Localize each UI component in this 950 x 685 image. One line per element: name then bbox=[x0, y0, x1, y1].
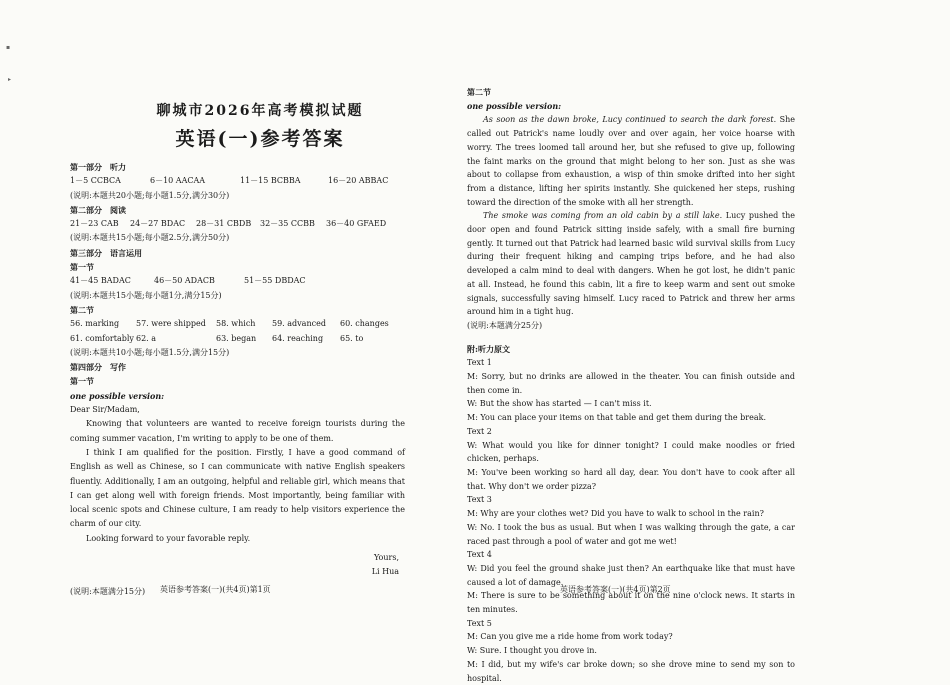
answer-group: 36－40 GFAED bbox=[326, 219, 387, 229]
story-paragraph bbox=[467, 209, 795, 319]
transcript-line: M: You've been working so hard all day, dear. You don't have to cook after all that. Why don't we order pizza? bbox=[467, 467, 795, 491]
story-lead-sentence: The smoke was coming from an old cabin by a still lake. bbox=[483, 211, 723, 221]
answer-group: 32－35 CCBB bbox=[260, 219, 315, 229]
answer-item: 58. which bbox=[216, 319, 256, 329]
transcript-line: W: Did you feel the ground shake just then? An earthquake like that must have caused a lot of damage. bbox=[467, 563, 795, 587]
answer-item: 56. marking bbox=[70, 319, 120, 329]
letter-paragraph: Looking forward to your favorable reply. bbox=[86, 533, 251, 543]
story-body: Lucy pushed the door open and found Patrick sitting inside safely, with a small fire burning gently. It turned out that Patrick had learned basic wild survival skills from Lucy during their frequent hiking and camping trips before, and he had also developed a calm mind to deal with dangers. When he got lost, he didn't panic at all. Instead, he found this cabin, lit a fire to keep warm and sent out smoke signals, successfully saving himself. Lucy raced to Patrick and threw her arms around him in a tight hug. bbox=[467, 211, 795, 317]
right-page bbox=[467, 0, 950, 683]
answer-group: 28－31 CBDB bbox=[196, 219, 252, 229]
part2-answers bbox=[70, 217, 405, 231]
answer-group: 51－55 DBDAC bbox=[244, 276, 306, 286]
answer-group: 1－5 CCBCA bbox=[70, 176, 121, 186]
part3-sec2-row2 bbox=[70, 332, 405, 346]
scan-mark: ▪ bbox=[6, 44, 11, 51]
answer-group: 6－10 AACAA bbox=[150, 176, 206, 186]
part1-heading: 第一部分 听力 bbox=[70, 162, 126, 172]
answer-item: 57. were shipped bbox=[136, 319, 206, 329]
answer-key-title: 英语(一)参考答案 bbox=[175, 128, 345, 150]
transcript-line: W: No. I took the bus as usual. But when I was walking through the gate, a car raced past through a pool of water and got me wet! bbox=[467, 522, 795, 546]
transcript-line: Text 2 bbox=[467, 426, 492, 436]
story-lead-sentence: As soon as the dawn broke, Lucy continued to search the dark forest. bbox=[483, 115, 777, 125]
transcript-line: Text 3 bbox=[467, 495, 492, 505]
left-page bbox=[0, 0, 475, 672]
part3-sec1-heading: 第一节 bbox=[70, 262, 94, 273]
transcript bbox=[467, 356, 795, 685]
answer-group: 21－23 CAB bbox=[70, 219, 119, 229]
answer-group: 46－50 ADACB bbox=[154, 276, 215, 286]
transcript-heading: 附:听力原文 bbox=[467, 343, 510, 354]
part1-answers bbox=[70, 174, 405, 188]
transcript-line: Text 5 bbox=[467, 618, 492, 628]
transcript-line: W: What would you like for dinner tonight? I could make noodles or fried chicken, perhaps. bbox=[467, 440, 795, 464]
letter-paragraph: I think I am qualified for the position. Firstly, I have a good command of English as well as Chinese, so I can communicate with native English speakers fluently. Additionally, I am an outgoing, helpful and reliable girl, which means that I can get along well with foreign friends. Most importantly, being familiar with local scenic spots and Chinese culture, I am ready to help visitors experience the charm of our city. bbox=[70, 447, 405, 529]
story-paragraph bbox=[467, 113, 795, 209]
left-content bbox=[70, 160, 405, 599]
answer-item: 59. advanced bbox=[272, 319, 326, 329]
answer-item: 64. reaching bbox=[272, 333, 324, 343]
letter-closing: Yours, bbox=[373, 553, 399, 563]
part4-note: (说明:本题满分15分) bbox=[70, 586, 146, 596]
transcript-line: M: There is sure to be something about it on the nine o'clock news. It starts in ten minutes. bbox=[467, 591, 795, 615]
transcript-line: M: Why are your clothes wet? Did you have to walk to school in the rain? bbox=[467, 509, 764, 519]
transcript-line: M: I did, but my wife's car broke down; so she drove mine to send my son to hospital. bbox=[467, 659, 795, 683]
part3-sec1-note: (说明:本题共15小题;每小题1分,满分15分) bbox=[70, 290, 222, 300]
part3-sec2-note: (说明:本题共10小题;每小题1.5分,满分15分) bbox=[70, 347, 230, 357]
story-body: She called out Patrick's name loudly over and over again, her voice hoarse with worry. The trees loomed tall around her, but she refused to give up, following the faint marks on the ground that might belong to her son. Just as she was about to collapse from exhaustion, a wisp of thin smoke drifted into her sight from a distance, lifting her spirits instantly. She quickened her steps, rushing toward the direction of the smoke with all her strength. bbox=[467, 115, 795, 207]
transcript-line: Text 4 bbox=[467, 550, 492, 560]
answer-group: 41－45 BADAC bbox=[70, 276, 131, 286]
part3-sec2-heading: 第二节 bbox=[70, 304, 94, 315]
part3-heading: 第三部分 语言运用 bbox=[70, 247, 142, 258]
page-footer: 英语参考答案(一)(共4页)第2页 bbox=[560, 585, 671, 594]
answer-group: 24－27 BDAC bbox=[130, 219, 186, 229]
transcript-line: Text 1 bbox=[467, 358, 492, 368]
sec2-note: (说明:本题满分25分) bbox=[467, 320, 543, 330]
answer-group: 16－20 ABBAC bbox=[328, 176, 389, 186]
sample-version-label: one possible version: bbox=[70, 390, 165, 401]
sample-version-label: one possible version: bbox=[467, 100, 562, 111]
transcript-line: M: Can you give me a ride home from work today? bbox=[467, 632, 673, 642]
page-footer: 英语参考答案(一)(共4页)第1页 bbox=[160, 585, 271, 594]
transcript-line: W: But the show has started — I can't miss it. bbox=[467, 399, 652, 409]
letter-paragraph: Knowing that volunteers are wanted to receive foreign tourists during the coming summer vacation, I'm writing to apply to be one of them. bbox=[70, 419, 405, 443]
part1-note: (说明:本题共20小题;每小题1.5分,满分30分) bbox=[70, 190, 230, 200]
part3-sec2-row1 bbox=[70, 317, 405, 331]
transcript-line: M: You can place your items on that table and get them during the break. bbox=[467, 413, 767, 423]
answer-item: 61. comfortably bbox=[70, 333, 134, 343]
answer-item: 60. changes bbox=[340, 319, 389, 329]
answer-group: 11－15 BCBBA bbox=[240, 176, 301, 186]
part2-note: (说明:本题共15小题;每小题2.5分,满分50分) bbox=[70, 233, 230, 243]
letter-signature: Li Hua bbox=[371, 567, 399, 577]
transcript-line: M: Sorry, but no drinks are allowed in the theater. You can finish outside and then come in. bbox=[467, 372, 795, 395]
answer-item: 63. began bbox=[216, 333, 257, 343]
part4-heading: 第四部分 写作 bbox=[70, 362, 126, 373]
sec2-heading: 第二节 bbox=[467, 87, 491, 97]
exam-title: 聊城市2026年高考模拟试题 bbox=[156, 103, 364, 119]
answer-item: 65. to bbox=[340, 333, 364, 343]
part3-sec1-answers bbox=[70, 274, 405, 288]
right-content bbox=[467, 86, 795, 685]
transcript-line: W: Sure. I thought you drove in. bbox=[467, 646, 597, 656]
answer-item: 62. a bbox=[136, 333, 157, 343]
part2-heading: 第二部分 阅读 bbox=[70, 204, 126, 215]
part4-sec1-heading: 第一节 bbox=[70, 376, 94, 387]
scan-mark: ▸ bbox=[8, 76, 12, 83]
letter-salutation: Dear Sir/Madam, bbox=[70, 405, 140, 415]
